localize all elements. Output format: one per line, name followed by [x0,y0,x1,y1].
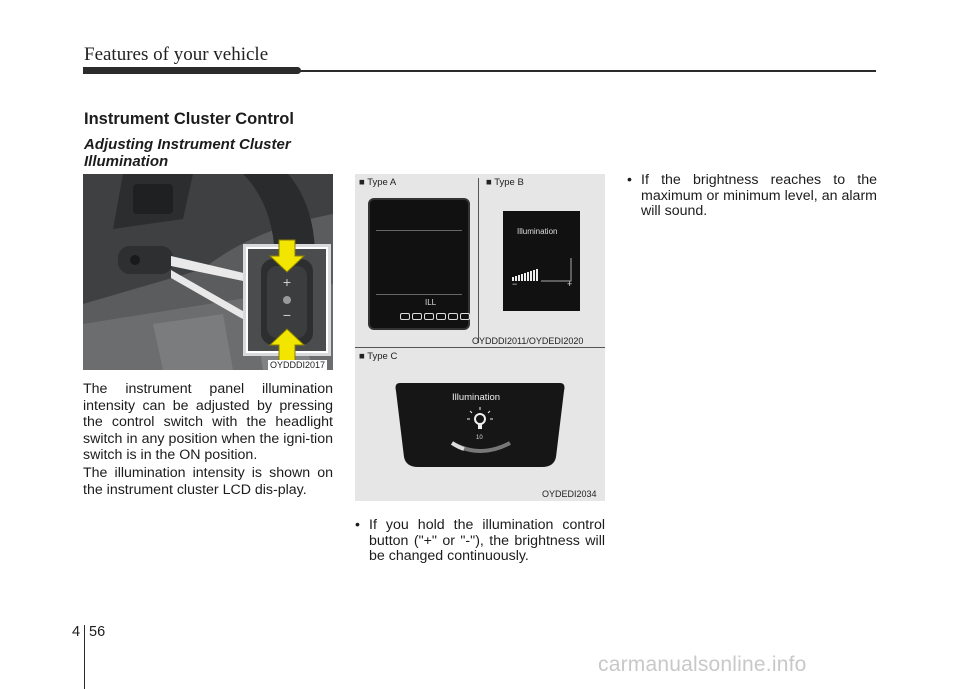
type-b-title: Illumination [517,227,558,236]
type-c-value: 10 [476,435,483,441]
figure-panel-divider [355,347,605,348]
paragraph-intensity: The instrument panel illumination intensity can be adjusted by pressing the control switch with the headlight switch in any position when the igni-tion switch is in the ON position. [83,381,333,464]
bullet-marker: • [627,172,632,188]
switch-minus-label: − [282,307,292,323]
type-b-minus: − [512,279,518,289]
section-title: Instrument Cluster Control [84,110,294,128]
type-ab-code: OYDDDI2011/OYDEDI2020 [472,336,584,346]
type-a-label: ■ Type A [359,177,397,188]
chapter-title: Features of your vehicle [84,44,269,65]
figure-vertical-divider [478,178,479,343]
type-a-level-segments [400,313,470,320]
bullet-alarm: • If the brightness reaches to the maximum or minimum level, an alarm will sound. [627,172,877,219]
switch-plus-label: + [282,274,292,290]
chapter-number: 4 [72,624,81,640]
dashboard-switch-photo [83,174,333,370]
bullet-marker: • [355,517,360,533]
paragraph-lcd: The illumination intensity is shown on the instrument cluster LCD dis-play. [83,465,333,498]
page-number: 56 [89,624,106,640]
header-bar [83,67,301,74]
bullet-hold-button: • If you hold the illumination control button ("+" or "-"), the brightness will be changed continuously. [355,517,605,564]
type-a-ill-text: ILL [425,298,437,307]
type-c-display [392,379,568,471]
type-b-plus: + [567,279,573,289]
section-subtitle: Adjusting Instrument Cluster Illumination [84,136,291,170]
type-c-title: Illumination [452,392,501,403]
watermark: carmanualsonline.info [598,653,807,676]
type-c-label: ■ Type C [359,351,398,362]
type-c-code: OYDEDI2034 [542,489,597,499]
type-b-label: ■ Type B [486,177,524,188]
footer-rule [84,625,85,689]
photo-code: OYDDDI2017 [270,360,326,370]
type-a-display [368,198,470,330]
type-b-display [503,211,580,311]
header-rule [296,70,876,72]
